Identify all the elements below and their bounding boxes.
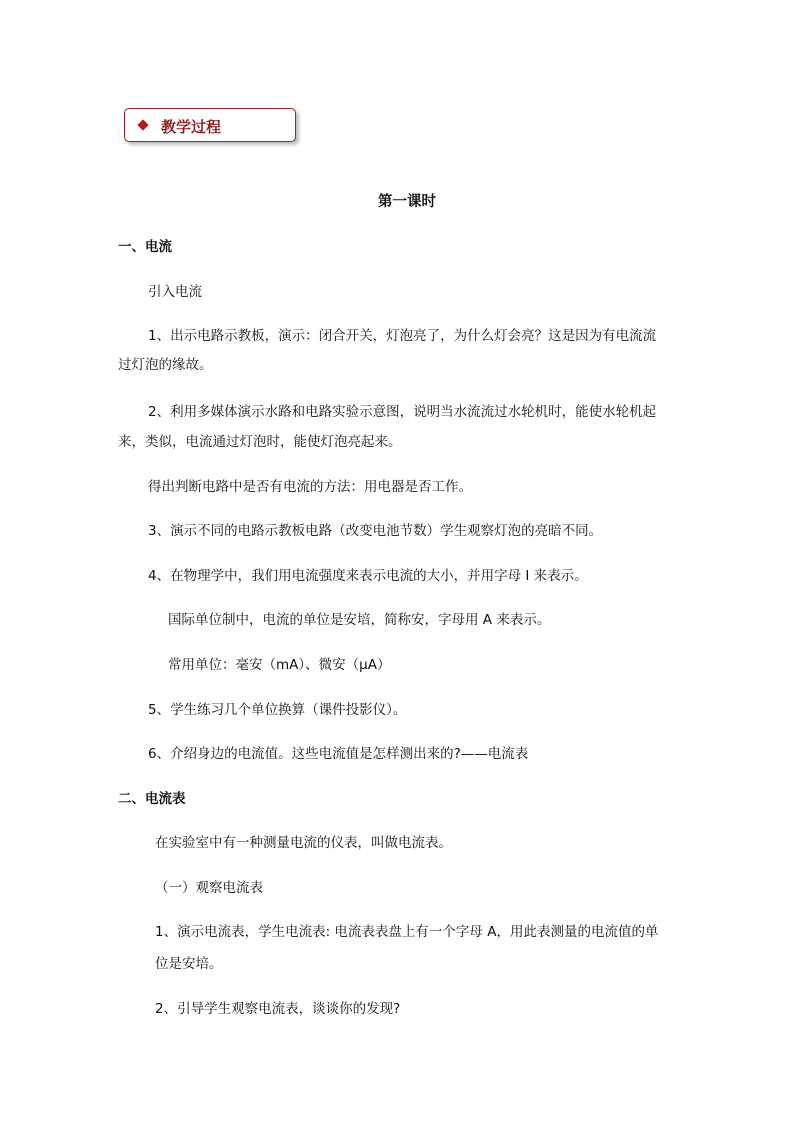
paragraph: 1、出示电路示教板，演示：闭合开关，灯泡亮了，为什么灯会亮？这是因为有电流流	[148, 328, 657, 344]
paragraph: 位是安培。	[155, 956, 223, 972]
paragraph: 2、引导学生观察电流表，谈谈你的发现?	[155, 1001, 401, 1017]
paragraph: 4、在物理学中，我们用电流强度来表示电流的大小，并用字母 I 来表示。	[148, 568, 588, 584]
diamond-icon	[137, 119, 148, 130]
paragraph: 国际单位制中，电流的单位是安培，简称安，字母用 A 来表示。	[168, 612, 551, 628]
section-badge	[124, 108, 296, 142]
paragraph: 3、演示不同的电路示教板电路（改变电池节数）学生观察灯泡的亮暗不同。	[148, 523, 603, 539]
paragraph: 2、利用多媒体演示水路和电路实验示意图，说明当水流流过水轮机时，能使水轮机起	[148, 404, 657, 420]
paragraph: 过灯泡的缘故。	[118, 357, 213, 373]
paragraph: 引入电流	[148, 284, 202, 300]
lesson-title: 第一课时	[378, 194, 436, 210]
paragraph: 5、学生练习几个单位换算（课件投影仪）。	[148, 702, 407, 718]
section-heading: 二、电流表	[118, 791, 186, 807]
paragraph: 常用单位：毫安（mA）、微安（μA）	[168, 657, 391, 673]
paragraph: 来，类似，电流通过灯泡时，能使灯泡亮起来。	[118, 434, 402, 450]
paragraph: （一）观察电流表	[155, 880, 263, 896]
paragraph: 在实验室中有一种测量电流的仪表，叫做电流表。	[155, 835, 452, 851]
section-heading: 一、电流	[118, 239, 172, 255]
section-badge-label: 教学过程	[161, 118, 222, 136]
paragraph: 6、介绍身边的电流值。这些电流值是怎样测出来的?——电流表	[148, 746, 529, 762]
paragraph: 得出判断电路中是否有电流的方法：用电器是否工作。	[148, 479, 472, 495]
paragraph: 1、演示电流表，学生电流表: 电流表表盘上有一个字母 A，用此表测量的电流值的单	[155, 924, 659, 940]
